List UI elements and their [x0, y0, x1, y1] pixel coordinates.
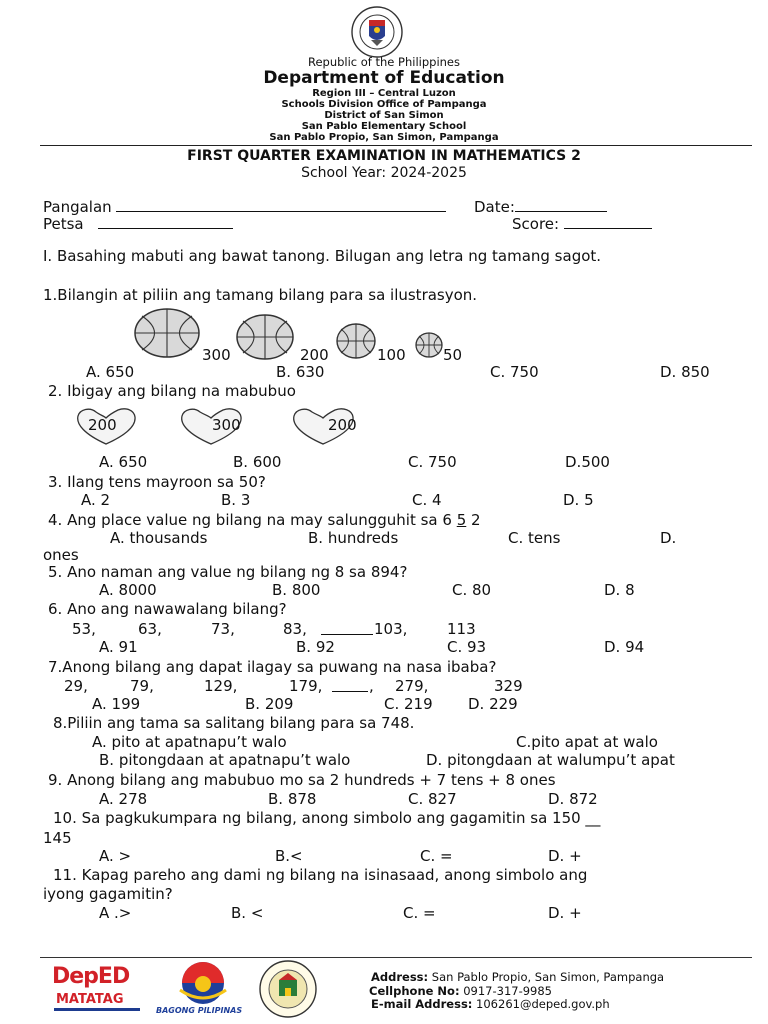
q11-option-a[interactable]: A .> — [99, 904, 132, 922]
name-label: Pangalan — [43, 198, 112, 216]
ball-label-300: 300 — [202, 346, 231, 364]
q8-text: 8.Piliin ang tama sa salitang bilang para sa 748. — [53, 714, 415, 732]
q9-option-a[interactable]: A. 278 — [99, 790, 148, 808]
q4-text-pre: 4. Ang place value ng bilang na may salungguhit sa 6 — [48, 511, 457, 529]
score-blank[interactable] — [564, 228, 652, 229]
q4-option-b[interactable]: B. hundreds — [308, 529, 399, 547]
q6-text: 6. Ano ang nawawalang bilang? — [48, 600, 287, 618]
q7-seq-3: 129, — [204, 677, 238, 695]
heart-label: 200 — [88, 416, 117, 434]
q9-option-c[interactable]: C. 827 — [408, 790, 457, 808]
q1-option-b[interactable]: B. 630 — [276, 363, 325, 381]
score-label: Score: — [512, 215, 560, 233]
q3-text: 3. Ilang tens mayroon sa 50? — [48, 473, 266, 491]
q4-option-d-cont[interactable]: ones — [43, 546, 79, 564]
q7-answer-blank[interactable] — [332, 677, 368, 692]
heart-200-b — [290, 406, 356, 446]
q6-seq-2: 63, — [138, 620, 162, 638]
ball-label-200: 200 — [300, 346, 329, 364]
q11-text-cont: iyong gagamitin? — [43, 885, 173, 903]
heart-label: 200 — [328, 416, 357, 434]
q11-option-c[interactable]: C. = — [403, 904, 436, 922]
q3-option-d[interactable]: D. 5 — [563, 491, 594, 509]
q10-option-c[interactable]: C. = — [420, 847, 453, 865]
q7-seq-4: 179, — [289, 677, 323, 695]
address-label: Address: — [371, 970, 429, 984]
q10-text-cont: 145 — [43, 829, 72, 847]
q6-option-a[interactable]: A. 91 — [99, 638, 138, 656]
q2-option-c[interactable]: C. 750 — [408, 453, 457, 471]
q6-seq-4: 83, — [283, 620, 307, 638]
q10-option-a[interactable]: A. > — [99, 847, 132, 865]
q5-option-a[interactable]: A. 8000 — [99, 581, 157, 599]
ball-label-50: 50 — [443, 346, 463, 364]
footer-phone — [369, 984, 552, 998]
department-title: Department of Education — [263, 68, 505, 88]
header-divider — [40, 145, 752, 146]
deped-logo-text: DepED — [52, 964, 130, 989]
bagong-pilipinas-logo — [156, 960, 246, 1018]
q4-option-a[interactable]: A. thousands — [110, 529, 208, 547]
email-value[interactable]: 106261@deped.gov.ph — [476, 997, 610, 1011]
q6-answer-blank[interactable] — [321, 620, 373, 635]
q6-seq-3: 73, — [211, 620, 235, 638]
q9-option-b[interactable]: B. 878 — [268, 790, 317, 808]
q4-option-c[interactable]: C. tens — [508, 529, 561, 547]
address-value: San Pablo Propio, San Simon, Pampanga — [431, 970, 665, 984]
division-text: Schools Division Office of Pampanga — [281, 99, 487, 110]
basketball-icon — [336, 323, 376, 359]
q1-option-a[interactable]: A. 650 — [86, 363, 135, 381]
q3-option-b[interactable]: B. 3 — [221, 491, 251, 509]
q2-text: 2. Ibigay ang bilang na mabubuo — [48, 382, 296, 400]
deped-seal-icon — [351, 6, 403, 58]
q7-option-a[interactable]: A. 199 — [92, 695, 141, 713]
q7-seq-5: 279, — [395, 677, 429, 695]
q5-option-b[interactable]: B. 800 — [272, 581, 321, 599]
deped-matatag-logo — [50, 964, 146, 1016]
petsa-blank[interactable] — [98, 228, 233, 229]
q6-seq-5: 103, — [374, 620, 408, 638]
phone-value: 0917-317-9985 — [463, 984, 553, 998]
bagong-pilipinas-text: BAGONG PILIPINAS — [156, 1006, 243, 1015]
basketball-icon — [415, 332, 443, 358]
q11-option-d[interactable]: D. + — [548, 904, 582, 922]
q7-option-b[interactable]: B. 209 — [245, 695, 294, 713]
basketball-icon — [134, 308, 200, 358]
region-text: Region III – Central Luzon — [312, 88, 456, 99]
q8-option-b[interactable]: B. pitongdaan at apatnapu’t walo — [99, 751, 351, 769]
q2-option-b[interactable]: B. 600 — [233, 453, 282, 471]
date-label: Date: — [474, 198, 515, 216]
republic-text: Republic of the Philippines — [307, 55, 461, 69]
q3-option-a[interactable]: A. 2 — [81, 491, 111, 509]
score-field[interactable] — [512, 215, 652, 233]
q4-text — [48, 511, 481, 529]
footer-divider — [40, 957, 752, 958]
heart-200-a — [74, 406, 138, 446]
footer-address — [371, 970, 664, 984]
school-seal-icon — [254, 960, 322, 1018]
q7-seq-2: 79, — [130, 677, 154, 695]
q7-seq-comma: , — [369, 677, 374, 695]
school-year: School Year: 2024-2025 — [301, 165, 467, 181]
q6-seq-1: 53, — [72, 620, 96, 638]
petsa-field[interactable] — [43, 215, 233, 233]
basketball-icon — [236, 314, 294, 360]
q10-text: 10. Sa pagkukumpara ng bilang, anong simbolo ang gagamitin sa 150 __ — [53, 809, 601, 827]
q2-option-a[interactable]: A. 650 — [99, 453, 148, 471]
footer-email — [371, 997, 610, 1011]
heart-300 — [178, 406, 244, 446]
name-field[interactable] — [43, 198, 446, 216]
q6-option-c[interactable]: C. 93 — [447, 638, 487, 656]
q3-option-c[interactable]: C. 4 — [412, 491, 442, 509]
logo-underline — [54, 1008, 140, 1011]
q8-option-a[interactable]: A. pito at apatnapu’t walo — [92, 733, 287, 751]
q8-option-d[interactable]: D. pitongdaan at walumpu’t apat — [426, 751, 675, 769]
exam-title: FIRST QUARTER EXAMINATION IN MATHEMATICS 2 — [187, 148, 581, 164]
q9-text: 9. Anong bilang ang mabubuo mo sa 2 hundreds + 7 tens + 8 ones — [48, 771, 556, 789]
heart-label: 300 — [212, 416, 241, 434]
phone-label: Cellphone No: — [369, 984, 460, 998]
q7-seq-1: 29, — [64, 677, 88, 695]
school-text: San Pablo Elementary School — [301, 121, 467, 132]
email-label: E-mail Address: — [371, 997, 473, 1011]
instruction-text: I. Basahing mabuti ang bawat tanong. Bilugan ang letra ng tamang sagot. — [43, 247, 602, 265]
q4-underlined-digit: 5 — [456, 511, 467, 529]
school-address-text: San Pablo Propio, San Simon, Pampanga — [269, 132, 499, 143]
q10-option-d[interactable]: D. + — [548, 847, 582, 865]
ball-label-100: 100 — [377, 346, 406, 364]
q11-option-b[interactable]: B. < — [231, 904, 264, 922]
q7-text: 7.Anong bilang ang dapat ilagay sa puwang na nasa ibaba? — [48, 658, 497, 676]
q1-option-d[interactable]: D. 850 — [660, 363, 710, 381]
q7-option-c[interactable]: C. 219 — [384, 695, 433, 713]
q5-text: 5. Ano naman ang value ng bilang ng 8 sa 894? — [48, 563, 408, 581]
date-blank[interactable] — [515, 211, 607, 212]
q2-option-d[interactable]: D.500 — [565, 453, 610, 471]
q5-option-c[interactable]: C. 80 — [452, 581, 492, 599]
q4-text-post: 2 — [466, 511, 481, 529]
q1-option-c[interactable]: C. 750 — [490, 363, 539, 381]
petsa-label: Petsa — [43, 215, 84, 233]
matatag-logo-text: MATATAG — [56, 992, 124, 1007]
q6-option-b[interactable]: B. 92 — [296, 638, 335, 656]
date-field[interactable] — [474, 198, 607, 216]
q4-option-d[interactable]: D. — [660, 529, 677, 547]
name-blank[interactable] — [116, 211, 446, 212]
bagong-pilipinas-icon — [160, 960, 246, 1006]
q6-seq-6: 113 — [447, 620, 476, 638]
q1-text: 1.Bilangin at piliin ang tamang bilang para sa ilustrasyon. — [43, 286, 478, 304]
q7-seq-6: 329 — [494, 677, 523, 695]
q7-option-d[interactable]: D. 229 — [468, 695, 518, 713]
q6-option-d[interactable]: D. 94 — [604, 638, 645, 656]
q11-text: 11. Kapag pareho ang dami ng bilang na isinasaad, anong simbolo ang — [53, 866, 588, 884]
q9-option-d[interactable]: D. 872 — [548, 790, 598, 808]
district-text: District of San Simon — [324, 110, 444, 121]
q8-option-c[interactable]: C.pito apat at walo — [516, 733, 658, 751]
q5-option-d[interactable]: D. 8 — [604, 581, 635, 599]
q10-option-b[interactable]: B.< — [275, 847, 303, 865]
